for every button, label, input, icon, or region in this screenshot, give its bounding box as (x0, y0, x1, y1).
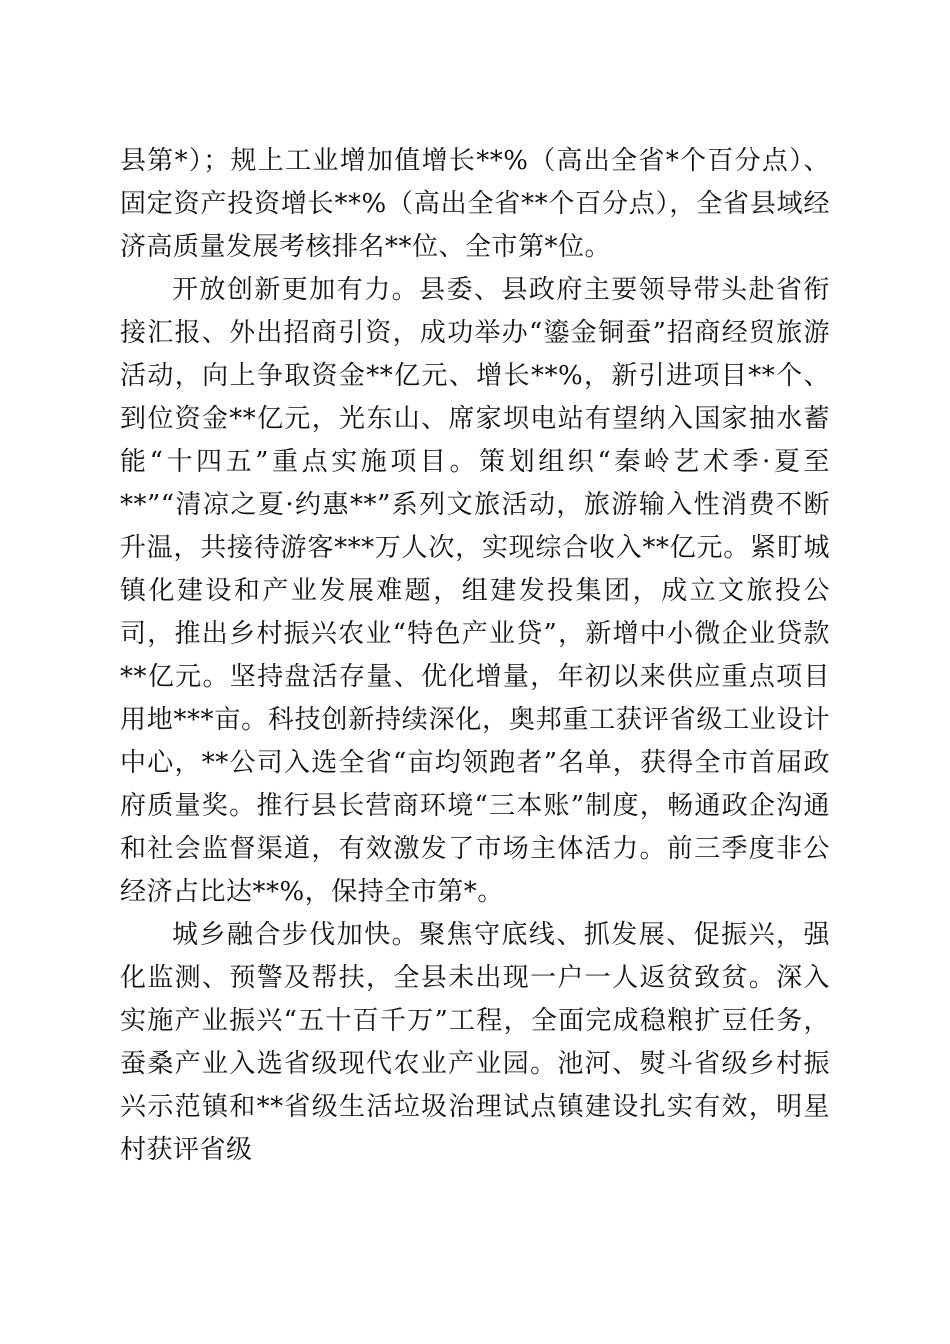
paragraph-urban-rural-integration: 城乡融合步伐加快。聚焦守底线、抓发展、促振兴，强化监测、预警及帮扶，全县未出现一户一人返贫致贫。深入实施产业振兴“五十百千万”工程，全面完成稳粮扩豆任务，蚕桑产业入选省级现代农业产业园。池河、熨斗省级乡村振兴示范镇和**省级生活垃圾治理试点镇建设扎实有效，明星村获评省级 (120, 920, 830, 1165)
paragraph-open-innovation: 开放创新更加有力。县委、县政府主要领导带头赴省衔接汇报、外出招商引资，成功举办“鎏金铜蚕”招商经贸旅游活动，向上争取资金**亿元、增长**%，新引进项目**个、到位资金**亿元，光东山、席家坝电站有望纳入国家抽水蓄能“十四五”重点实施项目。策划组织“秦岭艺术季·夏至**”“清凉之夏·约惠**”系列文旅活动，旅游输入性消费不断升温，共接待游客***万人次，实现综合收入**亿元。紧盯城镇化建设和产业发展难题，组建发投集团，成立文旅投公司，推出乡村振兴农业“特色产业贷”，新增中小微企业贷款**亿元。坚持盘活存量、优化增量，年初以来供应重点项目用地***亩。科技创新持续深化，奥邦重工获评省级工业设计中心，**公司入选全省“亩均领跑者”名单，获得全市首届政府质量奖。推行县长营商环境“三本账”制度，畅通政企沟通和社会监督渠道，有效激发了市场主体活力。前三季度非公经济占比达**%，保持全市第*。 (120, 275, 830, 907)
document-body (120, 140, 830, 1172)
paragraph-economic-growth: 县第*）；规上工业增加值增长**%（高出全省*个百分点）、固定资产投资增长**%（高出全省**个百分点），全省县域经济高质量发展考核排名**位、全市第*位。 (120, 146, 830, 262)
